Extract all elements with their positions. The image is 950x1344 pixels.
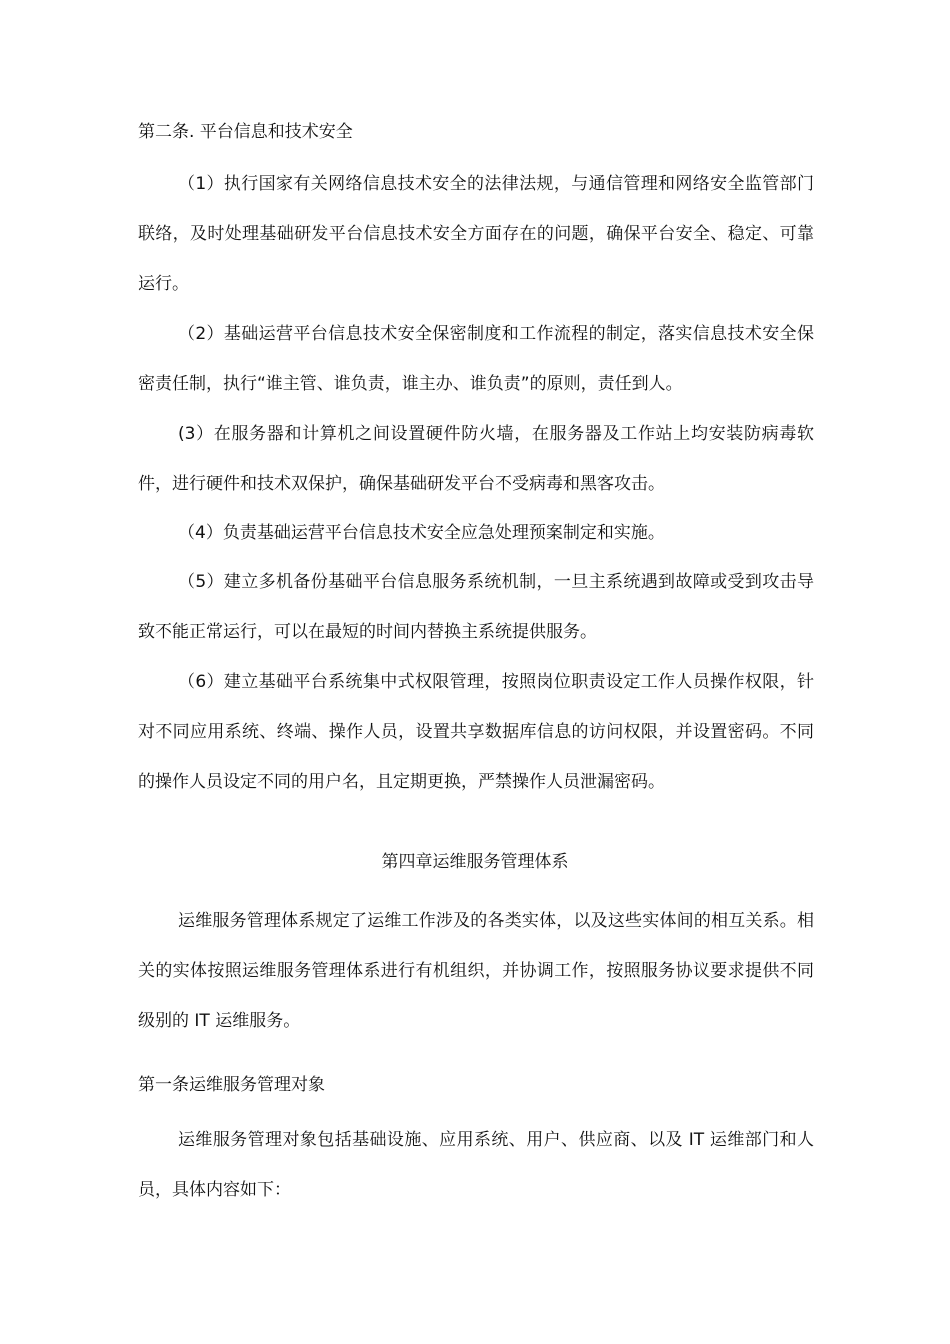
chapter-intro-line-3: 级别的 IT 运维服务。 [138,1011,301,1031]
item-5-line-1: （5）建立多机备份基础平台信息服务系统机制，一旦主系统遇到故障或受到攻击导 [178,572,814,592]
item-1-line-1: （1）执行国家有关网络信息技术安全的法律法规，与通信管理和网络安全监管部门 [178,174,814,194]
item-6-line-2: 对不同应用系统、终端、操作人员，设置共享数据库信息的访问权限，并设置密码。不同 [138,722,814,742]
chapter-intro-line-2: 关的实体按照运维服务管理体系进行有机组织，并协调工作，按照服务协议要求提供不同 [138,961,814,981]
article-1-heading: 第一条运维服务管理对象 [138,1075,325,1095]
article-1-line-1: 运维服务管理对象包括基础设施、应用系统、用户、供应商、以及 IT 运维部门和人 [178,1130,814,1150]
item-6-line-1: （6）建立基础平台系统集中式权限管理，按照岗位职责设定工作人员操作权限，针 [178,672,814,692]
item-2-line-1: （2）基础运营平台信息技术安全保密制度和工作流程的制定，落实信息技术安全保 [178,324,814,344]
chapter-4-title: 第四章运维服务管理体系 [381,852,569,872]
article-1-line-2: 员，具体内容如下： [138,1180,291,1200]
item-5-line-2: 致不能正常运行，可以在最短的时间内替换主系统提供服务。 [138,622,597,642]
item-6-line-3: 的操作人员设定不同的用户名，且定期更换，严禁操作人员泄漏密码。 [138,772,665,792]
chapter-intro-line-1: 运维服务管理体系规定了运维工作涉及的各类实体，以及这些实体间的相互关系。相 [178,911,814,931]
item-1-line-2: 联络，及时处理基础研发平台信息技术安全方面存在的问题，确保平台安全、稳定、可靠 [138,224,814,244]
item-3-line-2: 件，进行硬件和技术双保护，确保基础研发平台不受病毒和黑客攻击。 [138,474,665,494]
item-3-line-1: (3）在服务器和计算机之间设置硬件防火墙，在服务器及工作站上均安装防病毒软 [178,424,814,444]
item-1-line-3: 运行。 [138,274,189,294]
item-4-line-1: （4）负责基础运营平台信息技术安全应急处理预案制定和实施。 [178,523,665,543]
item-2-line-2: 密责任制，执行“谁主管、谁负责，谁主办、谁负责”的原则，责任到人。 [138,374,683,394]
article-2-heading: 第二条. 平台信息和技术安全 [138,122,353,142]
